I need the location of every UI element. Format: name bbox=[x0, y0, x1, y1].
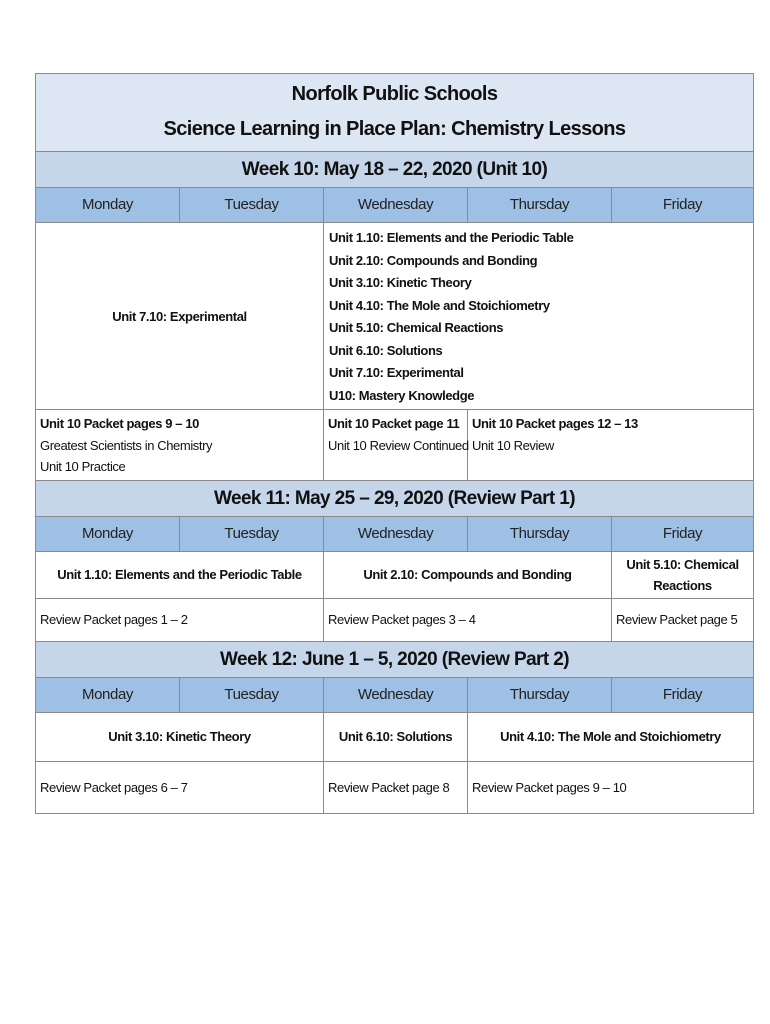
week-11-days bbox=[36, 516, 754, 551]
week-12-review-thu-fri: Review Packet pages 9 – 10 bbox=[468, 761, 754, 813]
week-11-review-mon-tue: Review Packet pages 1 – 2 bbox=[36, 598, 324, 641]
packet-detail: Unit 10 Review bbox=[472, 437, 554, 453]
day-friday: Friday bbox=[612, 188, 754, 223]
week-10-packet-mon-tue bbox=[36, 410, 324, 481]
week-10-packet-wed bbox=[324, 410, 468, 481]
day-friday: Friday bbox=[612, 677, 754, 712]
week-10-packet-thu-fri bbox=[468, 410, 754, 481]
week-11-topics bbox=[36, 551, 754, 598]
week-11-header bbox=[36, 480, 754, 516]
week-10-topics bbox=[36, 223, 754, 410]
week-10-header bbox=[36, 152, 754, 188]
week-12-topics bbox=[36, 712, 754, 761]
packet-title: Unit 10 Packet pages 9 – 10 bbox=[40, 416, 200, 431]
unit-list-item: Unit 3.10: Kinetic Theory bbox=[329, 275, 472, 290]
day-thursday: Thursday bbox=[468, 677, 612, 712]
packet-detail: Greatest Scientists in Chemistry bbox=[40, 437, 213, 453]
week-10-days bbox=[36, 188, 754, 223]
week-12-review-wed: Review Packet page 8 bbox=[324, 761, 468, 813]
unit-list-item: Unit 7.10: Experimental bbox=[329, 365, 464, 380]
packet-detail: Unit 10 Practice bbox=[40, 459, 126, 474]
week-11-topic-wed-thu: Unit 2.10: Compounds and Bonding bbox=[324, 551, 612, 598]
week-10-experimental: Unit 7.10: Experimental bbox=[36, 223, 324, 410]
week-12-topic-wed: Unit 6.10: Solutions bbox=[324, 712, 468, 761]
day-tuesday: Tuesday bbox=[180, 188, 324, 223]
week-12-days bbox=[36, 677, 754, 712]
day-wednesday: Wednesday bbox=[324, 516, 468, 551]
week-12-topic-thu-fri: Unit 4.10: The Mole and Stoichiometry bbox=[468, 712, 754, 761]
day-monday: Monday bbox=[36, 677, 180, 712]
day-monday: Monday bbox=[36, 516, 180, 551]
topic-line: Reactions bbox=[653, 577, 712, 593]
school-name: Norfolk Public Schools bbox=[291, 83, 498, 105]
week-10-unit-list bbox=[324, 223, 754, 410]
unit-list-item: Unit 2.10: Compounds and Bonding bbox=[329, 252, 538, 268]
day-monday: Monday bbox=[36, 188, 180, 223]
week-12-title: Week 12: June 1 – 5, 2020 (Review Part 2) bbox=[36, 641, 754, 677]
week-11-title: Week 11: May 25 – 29, 2020 (Review Part 1) bbox=[36, 480, 754, 516]
week-12-header bbox=[36, 641, 754, 677]
unit-list-item: Unit 6.10: Solutions bbox=[329, 342, 443, 358]
day-wednesday: Wednesday bbox=[324, 677, 468, 712]
week-11-topic-fri bbox=[612, 551, 754, 598]
week-12-topic-mon-tue: Unit 3.10: Kinetic Theory bbox=[36, 712, 324, 761]
unit-list-item: Unit 5.10: Chemical Reactions bbox=[329, 320, 504, 335]
unit-list-item: Unit 1.10: Elements and the Periodic Table bbox=[329, 230, 574, 245]
day-friday: Friday bbox=[612, 516, 754, 551]
week-12-review-mon-tue: Review Packet pages 6 – 7 bbox=[36, 761, 324, 813]
chemistry-lesson-plan-table bbox=[35, 73, 754, 814]
unit-list-item: Unit 4.10: The Mole and Stoichiometry bbox=[329, 297, 550, 313]
header-row bbox=[36, 74, 754, 152]
unit-list-item: U10: Mastery Knowledge bbox=[329, 387, 475, 403]
week-12-reviews bbox=[36, 761, 754, 813]
plan-title: Science Learning in Place Plan: Chemistry Lessons bbox=[163, 118, 626, 140]
topic-line: Unit 5.10: Chemical bbox=[626, 556, 739, 572]
packet-title: Unit 10 Packet page 11 bbox=[328, 416, 460, 431]
day-tuesday: Tuesday bbox=[180, 677, 324, 712]
packet-title: Unit 10 Packet pages 12 – 13 bbox=[472, 416, 638, 431]
day-tuesday: Tuesday bbox=[180, 516, 324, 551]
week-10-packets bbox=[36, 410, 754, 481]
day-wednesday: Wednesday bbox=[324, 188, 468, 223]
week-10-title: Week 10: May 18 – 22, 2020 (Unit 10) bbox=[36, 152, 754, 188]
day-thursday: Thursday bbox=[468, 188, 612, 223]
week-11-review-wed-thu: Review Packet pages 3 – 4 bbox=[324, 598, 612, 641]
week-11-reviews bbox=[36, 598, 754, 641]
week-11-topic-mon-tue: Unit 1.10: Elements and the Periodic Table bbox=[36, 551, 324, 598]
day-thursday: Thursday bbox=[468, 516, 612, 551]
packet-detail: Unit 10 Review Continued bbox=[328, 437, 469, 453]
week-11-review-fri: Review Packet page 5 bbox=[612, 598, 754, 641]
page-title bbox=[36, 74, 754, 152]
